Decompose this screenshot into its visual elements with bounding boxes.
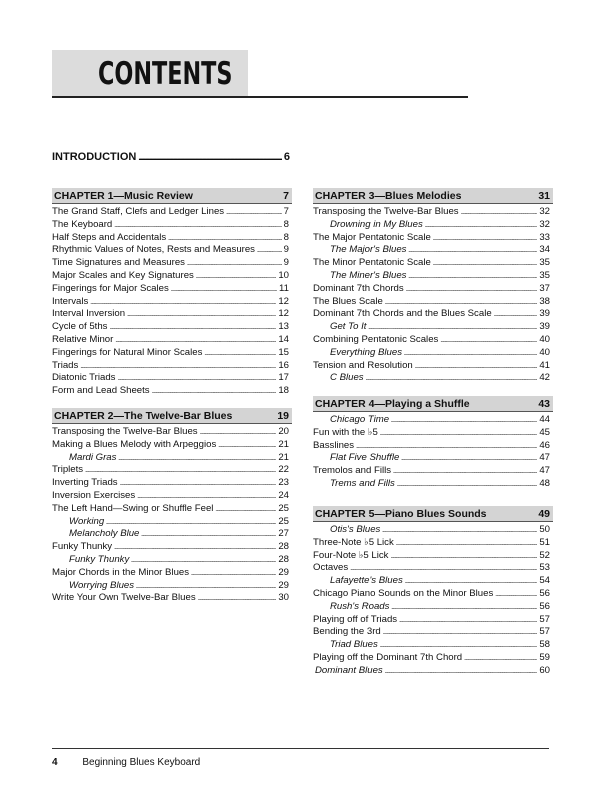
dot-leader xyxy=(257,244,282,258)
dot-leader xyxy=(494,308,538,322)
entry-title: Octaves xyxy=(313,562,349,574)
toc-entry[interactable] xyxy=(52,206,292,219)
dot-leader xyxy=(138,151,282,163)
chapter-4-section xyxy=(313,396,553,491)
toc-entry[interactable] xyxy=(52,308,292,321)
entry-title: Time Signatures and Measures xyxy=(52,257,185,269)
entry-page: 13 xyxy=(278,321,289,333)
entry-page: 45 xyxy=(539,426,550,438)
song-entry[interactable] xyxy=(313,575,553,588)
dot-leader xyxy=(85,464,276,478)
entry-title: The Keyboard xyxy=(52,218,113,230)
book-title: Beginning Blues Keyboard xyxy=(82,757,201,768)
entry-title: Diatonic Triads xyxy=(52,372,116,384)
entry-title: Transposing the Twelve-Bar Blues xyxy=(52,426,198,437)
entry-title: Tremolos and Fills xyxy=(313,465,392,477)
chapter-page: 49 xyxy=(538,507,550,520)
dot-leader xyxy=(106,516,276,530)
entry-title: Triads xyxy=(52,359,79,371)
entry-title: Funky Thunky xyxy=(52,541,113,553)
toc-entry[interactable] xyxy=(52,244,292,257)
dot-leader xyxy=(117,372,276,386)
entry-page: 56 xyxy=(539,587,550,599)
chapter-heading[interactable] xyxy=(313,506,553,522)
dot-leader xyxy=(198,592,277,606)
dot-leader xyxy=(187,257,282,271)
toc-entry[interactable] xyxy=(52,296,292,309)
dot-leader xyxy=(136,580,276,594)
entry-title: The Left Hand—Swing or Shuffle Feel xyxy=(52,502,214,514)
entry-title: Transposing the Twelve-Bar Blues xyxy=(313,206,459,217)
toc-entry[interactable] xyxy=(52,490,292,503)
entry-page: 46 xyxy=(539,439,550,451)
entry-title: Combining Pentatonic Scales xyxy=(313,333,439,345)
song-entry[interactable] xyxy=(52,554,292,567)
entry-title: Rhythmic Values of Notes, Rests and Measures xyxy=(52,244,255,256)
entry-page: 40 xyxy=(539,346,550,358)
dot-leader xyxy=(114,541,276,555)
dot-leader xyxy=(440,334,537,348)
dot-leader xyxy=(90,296,276,310)
entry-page: 25 xyxy=(278,502,289,514)
dot-leader xyxy=(152,385,277,399)
entry-title: Basslines xyxy=(313,439,355,451)
entry-title: Drowning in My Blues xyxy=(330,218,423,230)
entry-page: 47 xyxy=(539,452,550,464)
chapter-heading[interactable] xyxy=(313,396,553,412)
entry-title: Playing off the Dominant 7th Chord xyxy=(313,651,463,663)
song-entry[interactable] xyxy=(313,665,553,678)
entry-title: Get To It xyxy=(330,321,367,333)
toc-entry[interactable] xyxy=(52,541,292,554)
toc-entry[interactable] xyxy=(313,308,553,321)
entry-page: 21 xyxy=(278,438,289,450)
page-number: 4 xyxy=(52,757,58,768)
page-title: CONTENTS xyxy=(98,56,233,92)
entry-page: 15 xyxy=(278,346,289,358)
entry-title: Dominant 7th Chords and the Blues Scale xyxy=(313,308,492,320)
dot-leader xyxy=(218,439,276,453)
toc-entry[interactable] xyxy=(52,334,292,347)
entry-title: Lafayette's Blues xyxy=(330,575,403,587)
chapter-3-section xyxy=(313,188,553,385)
dot-leader xyxy=(115,334,276,348)
entry-title: Playing off of Triads xyxy=(313,613,398,625)
chapter-title: CHAPTER 4—Playing a Shuffle xyxy=(315,397,470,410)
dot-leader xyxy=(397,478,537,492)
dot-leader xyxy=(415,360,538,374)
toc-entry[interactable] xyxy=(52,439,292,452)
entry-title: Relative Minor xyxy=(52,333,114,345)
chapter-title: CHAPTER 1—Music Review xyxy=(54,189,193,202)
entry-page: 28 xyxy=(278,553,289,565)
entry-page: 17 xyxy=(278,372,289,384)
dot-leader xyxy=(356,440,537,454)
title-underline xyxy=(52,96,468,98)
entry-page: 30 xyxy=(278,592,289,604)
entry-page: 33 xyxy=(539,231,550,243)
toc-entry[interactable] xyxy=(52,372,292,385)
entry-title: Three-Note ♭5 Lick xyxy=(313,536,394,548)
entry-page: 32 xyxy=(539,206,550,217)
dot-leader xyxy=(433,232,537,246)
dot-leader xyxy=(131,554,276,568)
toc-entry[interactable] xyxy=(313,427,553,440)
dot-leader xyxy=(380,427,538,441)
dot-leader xyxy=(396,537,538,551)
dot-leader xyxy=(404,347,537,361)
song-entry[interactable] xyxy=(52,452,292,465)
entry-page: 56 xyxy=(539,600,550,612)
entry-title: Fingerings for Natural Minor Scales xyxy=(52,346,203,358)
entry-page: 51 xyxy=(539,536,550,548)
entry-page: 44 xyxy=(539,414,550,425)
dot-leader xyxy=(405,575,538,589)
dot-leader xyxy=(109,321,276,335)
song-entry[interactable] xyxy=(313,270,553,283)
toc-entry[interactable] xyxy=(52,257,292,270)
entry-title: Melancholy Blue xyxy=(69,528,140,540)
song-entry[interactable] xyxy=(313,452,553,465)
toc-entry[interactable] xyxy=(52,503,292,516)
entry-page: 28 xyxy=(278,541,289,553)
dot-leader xyxy=(191,567,276,581)
entry-page: 52 xyxy=(539,549,550,561)
dot-leader xyxy=(196,270,276,284)
song-entry[interactable] xyxy=(313,372,553,385)
chapter-heading[interactable] xyxy=(52,408,292,424)
song-entry[interactable] xyxy=(313,244,553,257)
entry-title: Triplets xyxy=(52,464,84,476)
entry-page: 8 xyxy=(283,218,289,230)
chapter-page: 43 xyxy=(538,397,550,410)
entry-page: 8 xyxy=(283,231,289,243)
toc-entry[interactable] xyxy=(313,257,553,270)
entry-page: 58 xyxy=(539,639,550,651)
song-entry[interactable] xyxy=(313,524,553,537)
entry-title: Dominant 7th Chords xyxy=(313,282,404,294)
chapter-page: 31 xyxy=(538,189,550,202)
toc-entry[interactable] xyxy=(52,283,292,296)
entry-title: The Major's Blues xyxy=(330,244,407,256)
entry-title: Major Chords in the Minor Blues xyxy=(52,566,190,578)
entry-title: Bending the 3rd xyxy=(313,626,381,638)
dot-leader xyxy=(390,550,537,564)
entry-page: 34 xyxy=(539,244,550,256)
entry-title: Fingerings for Major Scales xyxy=(52,282,169,294)
entry-page: 10 xyxy=(278,269,289,281)
entry-title: Flat Five Shuffle xyxy=(330,452,400,464)
dot-leader xyxy=(408,244,537,258)
entry-page: 57 xyxy=(539,626,550,638)
dot-leader xyxy=(171,283,277,297)
entry-page: 53 xyxy=(539,562,550,574)
song-entry[interactable] xyxy=(313,219,553,232)
entry-title: Write Your Own Twelve-Bar Blues xyxy=(52,592,196,604)
entry-page: 16 xyxy=(278,359,289,371)
dot-leader xyxy=(406,283,538,297)
toc-entry[interactable] xyxy=(52,232,292,245)
entry-page: 27 xyxy=(278,528,289,540)
entry-page: 35 xyxy=(539,269,550,281)
dot-leader xyxy=(393,465,537,479)
dot-leader xyxy=(200,426,277,440)
toc-entry[interactable] xyxy=(313,626,553,639)
dot-leader xyxy=(425,219,538,233)
dot-leader xyxy=(433,257,537,271)
song-entry[interactable] xyxy=(52,516,292,529)
dot-leader xyxy=(114,219,281,233)
chapter-2-section xyxy=(52,408,292,605)
dot-leader xyxy=(399,614,537,628)
toc-entry[interactable] xyxy=(313,652,553,665)
toc-entry[interactable] xyxy=(52,270,292,283)
entry-page: 40 xyxy=(539,333,550,345)
dot-leader xyxy=(383,626,538,640)
entry-page: 47 xyxy=(539,465,550,477)
dot-leader xyxy=(204,347,276,361)
dot-leader xyxy=(215,503,276,517)
entry-page: 38 xyxy=(539,295,550,307)
dot-leader xyxy=(401,452,537,466)
dot-leader xyxy=(391,414,537,428)
entry-page: 37 xyxy=(539,282,550,294)
entry-title: Fun with the ♭5 xyxy=(313,426,378,438)
song-entry[interactable] xyxy=(52,580,292,593)
toc-entry[interactable] xyxy=(52,219,292,232)
song-entry[interactable] xyxy=(313,321,553,334)
chapter-heading[interactable] xyxy=(52,188,292,204)
entry-title: Everything Blues xyxy=(330,346,402,358)
entry-title: Inverting Triads xyxy=(52,477,118,489)
toc-entry[interactable] xyxy=(313,440,553,453)
entry-title: Tension and Resolution xyxy=(313,359,413,371)
toc-entry[interactable] xyxy=(313,360,553,373)
entry-page: 50 xyxy=(539,524,550,535)
introduction-entry[interactable] xyxy=(52,151,290,163)
entry-title: Funky Thunky xyxy=(69,553,130,565)
song-entry[interactable] xyxy=(313,414,553,427)
entry-title: Four-Note ♭5 Lick xyxy=(313,549,389,561)
entry-page: 57 xyxy=(539,613,550,625)
toc-entry[interactable] xyxy=(52,464,292,477)
dot-leader xyxy=(137,490,276,504)
dot-leader xyxy=(408,270,537,284)
entry-page: 23 xyxy=(278,477,289,489)
chapter-title: CHAPTER 3—Blues Melodies xyxy=(315,189,462,202)
entry-page: 60 xyxy=(539,664,550,676)
toc-entry[interactable] xyxy=(313,283,553,296)
chapter-5-section xyxy=(313,506,553,678)
toc-entry[interactable] xyxy=(313,465,553,478)
entry-title: Otis's Blues xyxy=(330,524,381,535)
toc-entry[interactable] xyxy=(313,614,553,627)
dot-leader xyxy=(118,452,276,466)
toc-entry[interactable] xyxy=(52,347,292,360)
song-entry[interactable] xyxy=(313,639,553,652)
song-entry[interactable] xyxy=(52,528,292,541)
introduction-page: 6 xyxy=(283,151,290,163)
entry-page: 39 xyxy=(539,321,550,333)
toc-entry[interactable] xyxy=(313,537,553,550)
entry-title: Mardi Gras xyxy=(69,451,117,463)
dot-leader xyxy=(226,206,282,220)
entry-page: 7 xyxy=(283,206,289,217)
dot-leader xyxy=(385,296,537,310)
chapter-title: CHAPTER 5—Piano Blues Sounds xyxy=(315,507,487,520)
entry-page: 18 xyxy=(278,385,289,397)
toc-entry[interactable] xyxy=(313,232,553,245)
entry-page: 12 xyxy=(278,308,289,320)
toc-entry[interactable] xyxy=(52,360,292,373)
toc-entry[interactable] xyxy=(52,592,292,605)
entry-page: 35 xyxy=(539,257,550,269)
toc-entry[interactable] xyxy=(313,588,553,601)
entry-title: Half Steps and Accidentals xyxy=(52,231,167,243)
entry-title: Form and Lead Sheets xyxy=(52,385,150,397)
entry-title: Interval Inversion xyxy=(52,308,126,320)
song-entry[interactable] xyxy=(313,601,553,614)
entry-page: 48 xyxy=(539,477,550,489)
dot-leader xyxy=(366,372,538,386)
dot-leader xyxy=(464,652,537,666)
entry-page: 9 xyxy=(283,244,289,256)
entry-title: Triad Blues xyxy=(330,639,378,651)
footer xyxy=(52,757,200,768)
entry-title: Worrying Blues xyxy=(69,579,135,591)
entry-title: The Minor Pentatonic Scale xyxy=(313,257,431,269)
toc-entry[interactable] xyxy=(313,334,553,347)
entry-title: Inversion Exercises xyxy=(52,489,136,501)
entry-page: 25 xyxy=(278,515,289,527)
entry-title: Intervals xyxy=(52,295,89,307)
song-entry[interactable] xyxy=(313,347,553,360)
entry-title: The Blues Scale xyxy=(313,295,383,307)
entry-page: 39 xyxy=(539,308,550,320)
dot-leader xyxy=(80,360,276,374)
toc-entry[interactable] xyxy=(52,477,292,490)
dot-leader xyxy=(391,601,537,615)
dot-leader xyxy=(385,665,538,679)
entry-page: 54 xyxy=(539,575,550,587)
entry-title: Chicago Time xyxy=(330,414,390,425)
introduction-label: INTRODUCTION xyxy=(52,151,137,163)
entry-page: 29 xyxy=(278,579,289,591)
chapter-title: CHAPTER 2—The Twelve-Bar Blues xyxy=(54,409,233,422)
entry-title: Major Scales and Key Signatures xyxy=(52,269,194,281)
dot-leader xyxy=(168,232,282,246)
chapter-page: 19 xyxy=(277,409,289,422)
entry-page: 12 xyxy=(278,295,289,307)
entry-page: 11 xyxy=(279,282,289,294)
entry-title: Chicago Piano Sounds on the Minor Blues xyxy=(313,587,494,599)
song-entry[interactable] xyxy=(313,478,553,491)
chapter-page: 7 xyxy=(283,189,289,202)
entry-page: 14 xyxy=(278,333,289,345)
dot-leader xyxy=(120,477,277,491)
dot-leader xyxy=(461,206,538,220)
toc-entry[interactable] xyxy=(52,426,292,439)
entry-title: Making a Blues Melody with Arpeggios xyxy=(52,438,217,450)
footer-rule xyxy=(52,748,549,749)
toc-entry[interactable] xyxy=(52,385,292,398)
entry-page: 22 xyxy=(278,464,289,476)
entry-title: The Major Pentatonic Scale xyxy=(313,231,431,243)
dot-leader xyxy=(380,639,538,653)
entry-title: C Blues xyxy=(330,372,364,384)
entry-page: 41 xyxy=(539,359,550,371)
entry-title: The Miner's Blues xyxy=(330,269,407,281)
dot-leader xyxy=(495,588,537,602)
dot-leader xyxy=(127,308,276,322)
toc-entry[interactable] xyxy=(313,562,553,575)
toc-entry[interactable] xyxy=(313,296,553,309)
entry-title: Rush's Roads xyxy=(330,600,390,612)
dot-leader xyxy=(382,524,537,538)
entry-title: Cycle of 5ths xyxy=(52,321,108,333)
entry-page: 21 xyxy=(278,451,289,463)
dot-leader xyxy=(141,528,276,542)
entry-title: Trems and Fills xyxy=(330,477,395,489)
dot-leader xyxy=(350,562,537,576)
entry-title: Working xyxy=(69,515,105,527)
toc-entry[interactable] xyxy=(313,206,553,219)
chapter-heading[interactable] xyxy=(313,188,553,204)
entry-page: 29 xyxy=(278,566,289,578)
dot-leader xyxy=(368,321,537,335)
toc-entry[interactable] xyxy=(313,550,553,563)
chapter-1-section xyxy=(52,188,292,398)
entry-page: 59 xyxy=(539,651,550,663)
entry-title: The Grand Staff, Clefs and Ledger Lines xyxy=(52,206,225,217)
entry-page: 9 xyxy=(283,257,289,269)
toc-entry[interactable] xyxy=(52,567,292,580)
entry-page: 20 xyxy=(278,426,289,437)
entry-page: 42 xyxy=(539,372,550,384)
entry-title: Dominant Blues xyxy=(315,664,383,676)
toc-entry[interactable] xyxy=(52,321,292,334)
entry-page: 32 xyxy=(539,218,550,230)
entry-page: 24 xyxy=(278,489,289,501)
